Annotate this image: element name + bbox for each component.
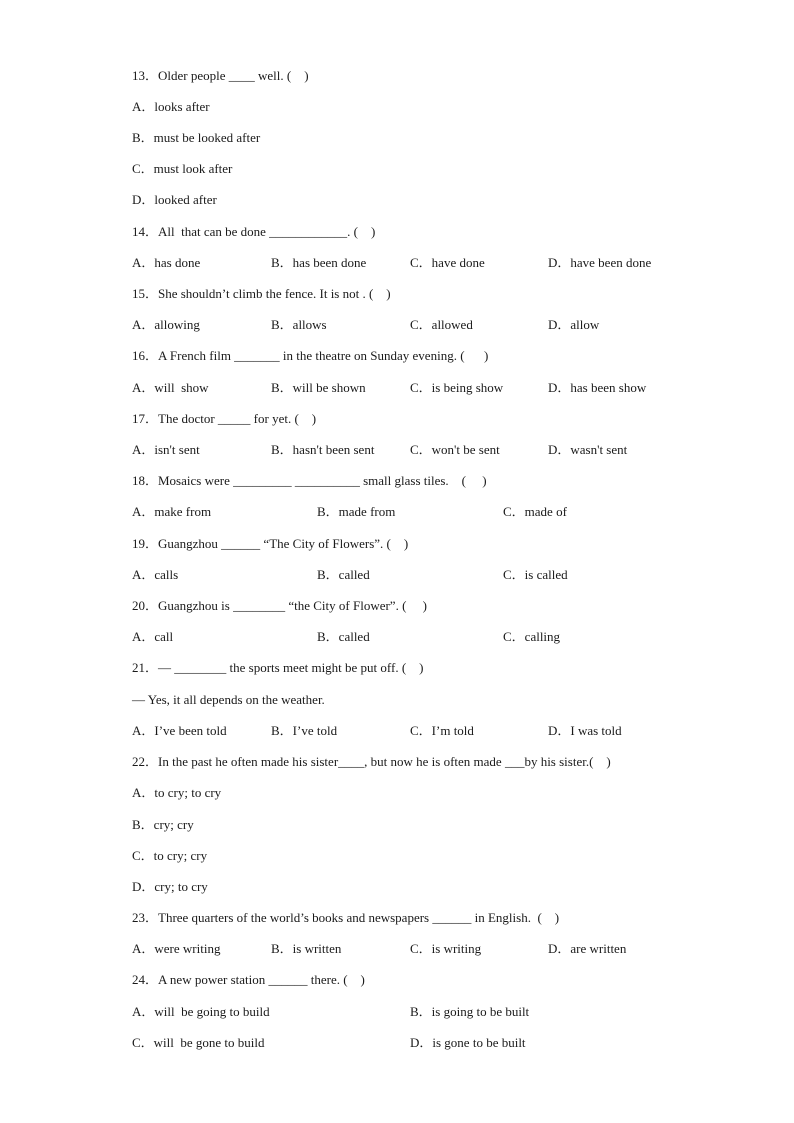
question-23-stem: 23．Three quarters of the world’s books and newspapers ______ in English. ( ) xyxy=(132,910,560,925)
question-15-option-b: B．allows xyxy=(271,317,327,332)
question-17-option-b: B．hasn't been sent xyxy=(271,442,375,457)
question-19-options xyxy=(132,567,732,583)
question-13-option-b: B．must be looked after xyxy=(132,130,261,145)
question-15-stem: 15．She shouldn’t climb the fence. It is not . ( ) xyxy=(132,286,391,301)
question-22-option-d: D．cry; to cry xyxy=(132,879,208,894)
question-14-option-d: D．have been done xyxy=(548,255,652,270)
question-22-stem: 22．In the past he often made his sister____, but now he is often made ___by his sister.( ) xyxy=(132,754,611,769)
question-22-option-b: B．cry; cry xyxy=(132,817,194,832)
question-20-option-a: A．call xyxy=(132,629,174,644)
question-18-option-a: A．make from xyxy=(132,504,212,519)
question-21-stem: 21．— ________ the sports meet might be put off. ( ) xyxy=(132,660,424,675)
question-13-option-c: C．must look after xyxy=(132,161,233,176)
question-13-option-a: A．looks after xyxy=(132,99,210,114)
question-16-option-c: C．is being show xyxy=(410,380,504,395)
question-14-option-a: A．has done xyxy=(132,255,201,270)
question-17-option-a: A．isn't sent xyxy=(132,442,200,457)
question-17-option-d: D．wasn't sent xyxy=(548,442,628,457)
question-14-stem: 14．All that can be done ____________. ( ) xyxy=(132,224,376,239)
question-17-option-c: C．won't be sent xyxy=(410,442,500,457)
question-17-options xyxy=(132,442,732,458)
question-14-options xyxy=(132,255,732,271)
question-21-response: — Yes, it all depends on the weather. xyxy=(132,692,325,707)
question-19-option-c: C．is called xyxy=(503,567,568,582)
question-24-stem: 24．A new power station ______ there. ( ) xyxy=(132,972,365,987)
question-18-option-b: B．made from xyxy=(317,504,396,519)
question-22-option-a: A．to cry; to cry xyxy=(132,785,222,800)
question-21-option-d: D．I was told xyxy=(548,723,622,738)
question-13-stem: 13．Older people ____ well. ( ) xyxy=(132,68,309,83)
question-16-options xyxy=(132,380,732,396)
question-17-stem: 17．The doctor _____ for yet. ( ) xyxy=(132,411,317,426)
question-21-options xyxy=(132,723,732,739)
question-15-options xyxy=(132,317,732,333)
question-18-option-c: C．made of xyxy=(503,504,567,519)
question-20-stem: 20．Guangzhou is ________ “the City of Flower”. ( ) xyxy=(132,598,427,613)
question-23-option-a: A．were writing xyxy=(132,941,221,956)
question-24-option-a: A．will be going to build xyxy=(132,1004,270,1019)
question-14-option-c: C．have done xyxy=(410,255,485,270)
question-24-options-row-2 xyxy=(132,1035,732,1051)
question-24-option-d: D．is gone to be built xyxy=(410,1035,526,1050)
question-15-option-a: A．allowing xyxy=(132,317,200,332)
question-18-options xyxy=(132,504,732,520)
question-21-option-b: B．I’ve told xyxy=(271,723,338,738)
question-16-option-b: B．will be shown xyxy=(271,380,366,395)
question-15-option-c: C．allowed xyxy=(410,317,473,332)
question-19-option-a: A．calls xyxy=(132,567,179,582)
question-20-options xyxy=(132,629,732,645)
question-23-option-d: D．are written xyxy=(548,941,627,956)
question-16-option-a: A．will show xyxy=(132,380,209,395)
question-23-option-b: B．is written xyxy=(271,941,342,956)
question-21-option-c: C．I’m told xyxy=(410,723,474,738)
question-20-option-c: C．calling xyxy=(503,629,561,644)
question-16-stem: 16．A French film _______ in the theatre on Sunday evening. ( ) xyxy=(132,348,489,363)
question-23-options xyxy=(132,941,732,957)
question-21-option-a: A．I’ve been told xyxy=(132,723,227,738)
question-20-option-b: B．called xyxy=(317,629,370,644)
question-19-stem: 19．Guangzhou ______ “The City of Flowers”. ( ) xyxy=(132,536,409,551)
question-13-option-d: D．looked after xyxy=(132,192,217,207)
question-24-option-b: B．is going to be built xyxy=(410,1004,530,1019)
question-22-option-c: C．to cry; cry xyxy=(132,848,208,863)
question-24-options-row-1 xyxy=(132,1004,732,1020)
question-18-stem: 18．Mosaics were _________ __________ small glass tiles. ( ) xyxy=(132,473,487,488)
question-14-option-b: B．has been done xyxy=(271,255,367,270)
question-23-option-c: C．is writing xyxy=(410,941,482,956)
question-19-option-b: B．called xyxy=(317,567,370,582)
question-24-option-c: C．will be gone to build xyxy=(132,1035,265,1050)
question-15-option-d: D．allow xyxy=(548,317,600,332)
question-16-option-d: D．has been show xyxy=(548,380,647,395)
